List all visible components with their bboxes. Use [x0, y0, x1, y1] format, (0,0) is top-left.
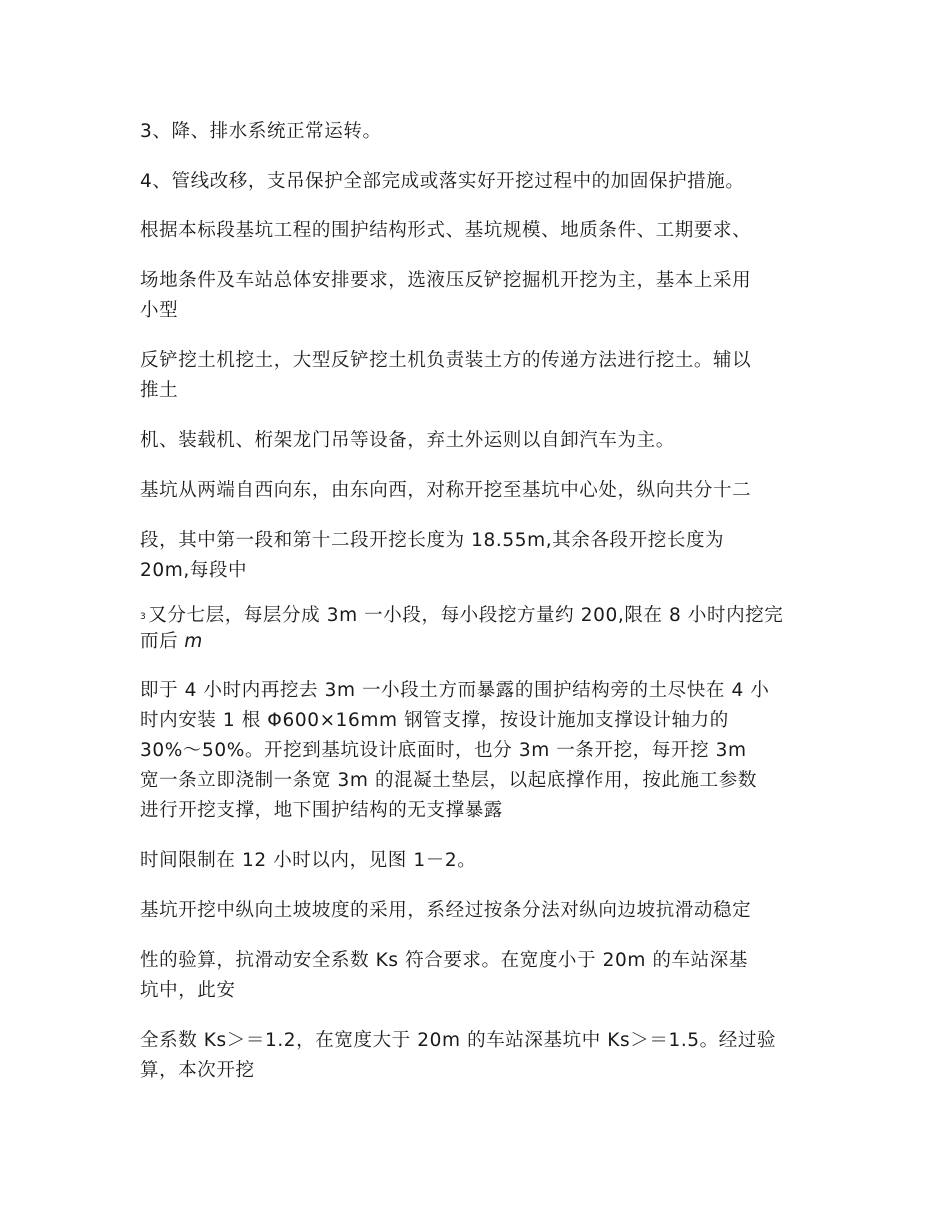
paragraph-text: 而后 [140, 631, 179, 652]
unit-m: m [184, 631, 203, 652]
paragraph-line: 4、管线改移，支吊保护全部完成或落实好开挖过程中的加固保护措施。 [140, 171, 745, 192]
paragraph-line: 机、装载机、桁架龙门吊等设备，弃土外运则以自卸汽车为主。 [140, 430, 675, 451]
superscript-3: 3 [140, 612, 147, 622]
paragraph-line: 宽一条立即浇制一条宽 3m 的混凝土垫层，以起底撑作用，按此施工参数 [140, 770, 757, 791]
paragraph-line: 时内安装 1 根 Φ600×16mm 钢管支撑，按设计施加支撑设计轴力的 [140, 710, 729, 731]
paragraph-line: 全系数 Ks＞＝1.2，在宽度大于 20m 的车站深基坑中 Ks＞＝1.5。经过验 [140, 1030, 777, 1051]
paragraph-line: 基坑开挖中纵向土坡坡度的采用，系经过按条分法对纵向边坡抗滑动稳定 [140, 900, 752, 921]
paragraph-line: 算，本次开挖 [140, 1060, 255, 1081]
paragraph-line [140, 627, 820, 657]
paragraph-line: 场地条件及车站总体安排要求，选液压反铲挖掘机开挖为主，基本上采用 [140, 270, 752, 291]
paragraph-line: 进行开挖支撑，地下围护结构的无支撑暴露 [140, 800, 503, 821]
paragraph-line: 坑中，此安 [140, 980, 236, 1001]
paragraph-line: 3、降、排水系统正常运转。 [140, 121, 382, 142]
paragraph-line: 基坑从两端自西向东，由东向西，对称开挖至基坑中心处，纵向共分十二 [140, 480, 752, 501]
paragraph-line: 反铲挖土机挖土，大型反铲挖土机负责装土方的传递方法进行挖土。辅以 [140, 350, 752, 371]
paragraph-line: 小型 [140, 300, 179, 321]
paragraph-line: 20m,每段中 [140, 560, 248, 581]
paragraph-line: 性的验算，抗滑动安全系数 Ks 符合要求。在宽度小于 20m 的车站深基 [140, 950, 748, 971]
paragraph-line: 段，其中第一段和第十二段开挖长度为 18.55m,其余各段开挖长度为 [140, 530, 725, 551]
paragraph-line: 根据本标段基坑工程的围护结构形式、基坑规模、地质条件、工期要求、 [140, 220, 752, 241]
paragraph-line: 推土 [140, 380, 179, 401]
paragraph-line: 时间限制在 12 小时以内，见图 1－2。 [140, 850, 477, 871]
paragraph-text: 又分七层，每层分成 3m 一小段，每小段挖方量约 200,限在 8 小时内挖完 [148, 605, 784, 626]
paragraph-line: 30%～50%。开挖到基坑设计底面时，也分 3m 一条开挖，每开挖 3m [140, 740, 747, 761]
paragraph-line: 即于 4 小时内再挖去 3m 一小段土方而暴露的围护结构旁的土尽快在 4 小 [140, 680, 770, 701]
